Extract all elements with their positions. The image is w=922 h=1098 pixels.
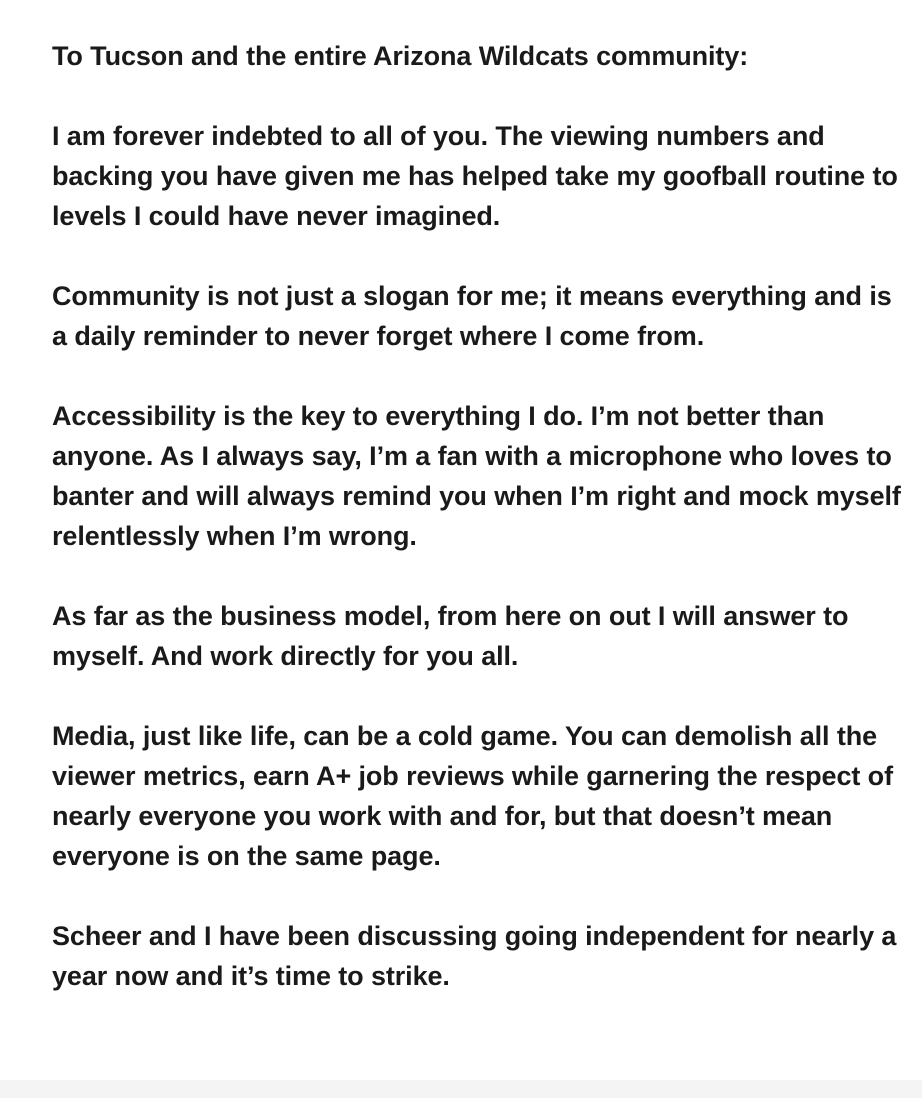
letter-paragraph-4: As far as the business model, from here on out I will answer to myself. And work directly for you all. <box>52 601 849 671</box>
letter-salutation: To Tucson and the entire Arizona Wildcats community: <box>52 41 749 71</box>
letter-paragraph-5: Media, just like life, can be a cold game. You can demolish all the viewer metrics, earn A+ job reviews while garnering the respect of nearly everyone you work with and for, but that doesn’t mean everyone is on the same page. <box>52 721 893 871</box>
letter-paragraph-1: I am forever indebted to all of you. The viewing numbers and backing you have given me has helped take my goofball routine to levels I could have never imagined. <box>52 121 898 231</box>
letter-paragraph-3: Accessibility is the key to everything I do. I’m not better than anyone. As I always say, I’m a fan with a microphone who loves to banter and will always remind you when I’m right and mock myself relentlessly when I’m wrong. <box>52 401 901 551</box>
letter-paragraph-6: Scheer and I have been discussing going independent for nearly a year now and it’s time to strike. <box>52 921 897 991</box>
letter-paragraph-2: Community is not just a slogan for me; it means everything and is a daily reminder to never forget where I come from. <box>52 281 892 351</box>
bottom-divider <box>0 1080 922 1098</box>
letter-body <box>52 36 902 996</box>
